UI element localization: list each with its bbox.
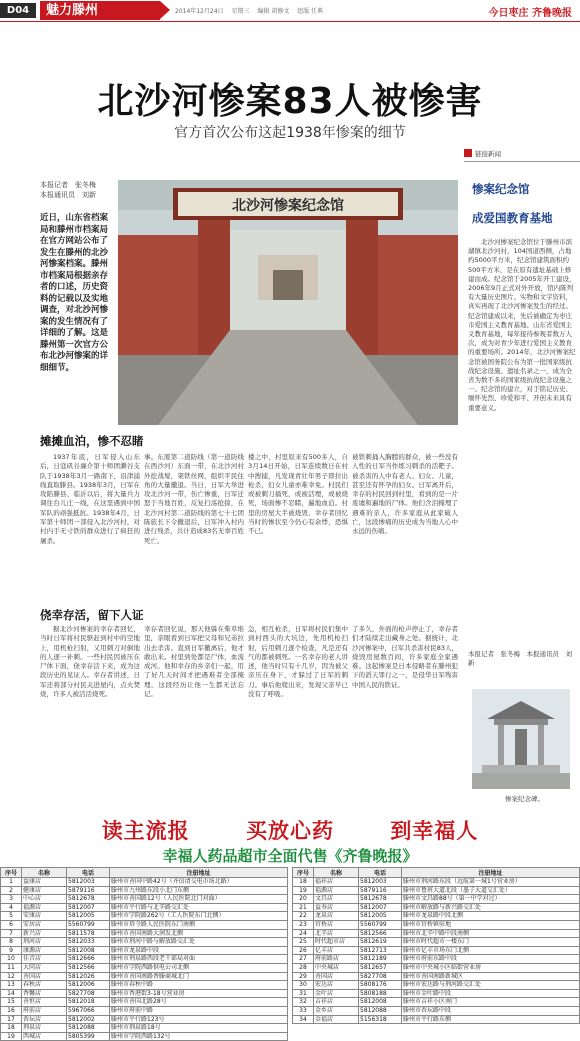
related-news-text: 链接新闻 — [475, 150, 501, 158]
store-row — [293, 1006, 580, 1015]
store-no: 20 — [293, 895, 314, 904]
store-no: 7 — [1, 929, 22, 938]
col-header-name: 名称 — [314, 868, 359, 878]
store-address: 滕州市平行路123号 — [110, 1015, 288, 1024]
store-phone: 5811578 — [67, 929, 110, 938]
store-no: 1 — [1, 878, 22, 887]
store-name: 大同店 — [22, 963, 67, 972]
store-row — [1, 886, 288, 895]
related-news-label — [464, 149, 580, 162]
store-no: 16 — [1, 1006, 22, 1015]
page-number: D04 — [0, 3, 36, 18]
page-header — [0, 0, 580, 22]
store-address: 滕州市学院路262号（工人医院东门北侧） — [110, 912, 288, 921]
store-name: 福源店 — [22, 903, 67, 912]
ad-slogan-3: 到幸福人 — [390, 819, 479, 843]
store-phone: 5812018 — [67, 998, 110, 1007]
store-no: 17 — [1, 1015, 22, 1024]
store-row — [293, 989, 580, 998]
store-row — [1, 1024, 288, 1033]
store-address: 滕州市学院西路132号 — [110, 1032, 288, 1041]
store-phone: 5812008 — [67, 946, 110, 955]
store-address: 滕州市春秋中路 — [110, 981, 288, 990]
store-name: 西城店 — [22, 1032, 67, 1041]
store-address: 滕州市北辛中路中段南侧 — [402, 929, 580, 938]
store-no: 18 — [293, 878, 314, 887]
store-row — [293, 895, 580, 904]
memorial-gate-photo — [118, 180, 458, 425]
store-no: 8 — [1, 938, 22, 947]
label-square — [464, 149, 472, 157]
store-row — [293, 886, 580, 895]
store-row — [1, 989, 288, 998]
store-phone: 5812007 — [359, 903, 402, 912]
store-address: 滕州市善国南路香滕商城北门 — [110, 972, 288, 981]
section2-col-1: 据北沙河惨案的幸存者回忆，当时日军将村民驱赶到村中的空地上，用机枪扫射，又用刺刀对倒地的人逐一补刺。一些村民因被压在尸体下面，侥幸存活下来，成为这段历史的见证人。幸存者讲述，日军还将部分村民关进屋内，点火焚烧，许多人被活活烧死。 — [40, 625, 140, 699]
store-row — [1, 972, 288, 981]
store-row — [293, 1015, 580, 1024]
ad-tagline: 幸福人药品超市全面代售《齐鲁晚报》 — [162, 847, 418, 865]
store-name: 益康店 — [22, 878, 67, 887]
store-address: 滕州市宏达路与荆河路交汇处 — [402, 981, 580, 990]
store-name: 中心店 — [22, 895, 67, 904]
store-name: 安居店 — [22, 920, 67, 929]
gate-sign: 北沙河惨案纪念馆 — [232, 198, 344, 214]
date: 2014年12月24日 — [175, 8, 224, 15]
store-address: 滕州市香港街3-18号营业房 — [110, 989, 288, 998]
store-name: 亿丰店 — [314, 946, 359, 955]
store-phone: 5812678 — [67, 895, 110, 904]
section2-col-2: 幸存者回忆说，那天他躲在柴草堆里，亲眼看到日军把父母和兄弟拉出去杀害。直到日军撤离后，他才敢出来。村里到处都是尸体，血流成河。他和幸存的乡亲们一起，用了好几天时间才把遇难者全部掩埋。这段经历让他一生都无法忘记。 — [144, 625, 244, 699]
store-row — [293, 938, 580, 947]
store-address: 滕州市解放路与新兴路交汇处 — [402, 903, 580, 912]
store-phone: 5827708 — [359, 972, 402, 981]
store-phone: 5560799 — [67, 920, 110, 929]
layout-credit: 组版 任典 — [297, 8, 324, 15]
store-address: 滕州市亿丰市场东门北侧 — [402, 946, 580, 955]
store-name: 龙泉店 — [314, 912, 359, 921]
store-row — [1, 912, 288, 921]
headline: 北沙河惨案83人被惨害 — [97, 81, 483, 122]
store-name: 福祥店 — [314, 878, 359, 887]
ad-slogan — [0, 815, 580, 845]
sidebar-credit: 本报记者 张冬梅 本报通讯员 刘新 — [468, 650, 572, 667]
store-name: 益寿店 — [314, 903, 359, 912]
store-row — [1, 878, 288, 887]
store-name: 福源店 — [314, 886, 359, 895]
store-row — [1, 895, 288, 904]
store-name: 宏达店 — [314, 981, 359, 990]
store-phone: 5812002 — [67, 1015, 110, 1024]
store-name: 金福店 — [314, 1015, 359, 1024]
store-phone: 5827708 — [67, 989, 110, 998]
section-title: 魅力滕州 — [40, 1, 160, 20]
store-name: 善国店 — [314, 972, 359, 981]
store-phone: 5812088 — [67, 1024, 110, 1033]
store-no: 9 — [1, 946, 22, 955]
store-no: 25 — [293, 938, 314, 947]
store-name: 杏坛店 — [22, 1015, 67, 1024]
store-phone: 5812657 — [359, 963, 402, 972]
store-no: 14 — [1, 989, 22, 998]
store-name: 善国店 — [22, 972, 67, 981]
store-row — [1, 938, 288, 947]
store-name: 佳音店 — [22, 955, 67, 964]
store-no: 6 — [1, 920, 22, 929]
store-name: 荆河店 — [22, 938, 67, 947]
store-name: 文昌店 — [314, 895, 359, 904]
store-row — [1, 920, 288, 929]
store-name: 金乡店 — [314, 1006, 359, 1015]
store-row — [293, 972, 580, 981]
store-phone: 5812003 — [359, 878, 402, 887]
store-no: 29 — [293, 972, 314, 981]
col-header-no: 序号 — [1, 868, 22, 878]
store-address: 滕州市善国北路28号 — [110, 998, 288, 1007]
store-row — [1, 1015, 288, 1024]
store-row — [1, 981, 288, 990]
store-no: 11 — [1, 963, 22, 972]
store-phone: 5808176 — [359, 981, 402, 990]
store-no: 31 — [293, 989, 314, 998]
col-header-phone: 电话 — [359, 868, 402, 878]
store-no: 26 — [293, 946, 314, 955]
store-name: 健康店 — [22, 886, 67, 895]
store-phone: 5812005 — [359, 912, 402, 921]
store-address: 滕州市善国南路新城区 — [402, 972, 580, 981]
store-no: 3 — [1, 895, 22, 904]
store-row — [1, 963, 288, 972]
section-arrow — [160, 1, 170, 19]
store-phone: 5812666 — [67, 955, 110, 964]
store-phone: 5812033 — [67, 938, 110, 947]
store-address: 滕州市龙泉路中段 — [110, 946, 288, 955]
store-phone: 5812566 — [359, 929, 402, 938]
store-address: 滕州市塔寺路人民医院东门南侧 — [110, 920, 288, 929]
store-no: 32 — [293, 998, 314, 1007]
store-row — [1, 1006, 288, 1015]
store-table-right — [292, 867, 580, 1024]
store-address: 滕州市府前东路中段 — [402, 955, 580, 964]
store-address: 滕州市金叶路中段 — [402, 989, 580, 998]
store-no: 22 — [293, 912, 314, 921]
store-row — [293, 955, 580, 964]
store-row — [293, 998, 580, 1007]
store-phone: 5156318 — [359, 1015, 402, 1024]
store-address: 滕州市善国中路42号（齐信清交电市场北路） — [110, 878, 288, 887]
store-no: 30 — [293, 981, 314, 990]
store-name: 府前路店 — [314, 955, 359, 964]
store-no: 15 — [1, 998, 22, 1007]
store-phone: 5812566 — [67, 963, 110, 972]
store-address: 滕州市鲁班大道北段（墨子大道交汇处） — [402, 886, 580, 895]
col-header-address: 注册地址 — [402, 868, 580, 878]
store-row — [293, 929, 580, 938]
section1-col-4: 被铁刺捅入胸膛的群众，被一些没有人性的日军当作练习刺杀的活靶子。被杀害的人中有老人、妇女、儿童，甚至还有怀孕的妇女。日军离开后，幸存的村民回到村里，看到的是一片废墟和遍地的尸体。他们含泪掩埋了遇难的亲人，许多家庭从此家破人亡，这段惨痛的历史成为当地人心中永远的伤痛。 — [352, 453, 458, 536]
monument-caption: 惨案纪念碑。 — [505, 795, 544, 803]
store-address: 滕州市善国路12号（人民医院北门对面） — [110, 895, 288, 904]
store-phone: 5812007 — [67, 903, 110, 912]
store-address: 滕州市荆泉路18号 — [110, 1024, 288, 1033]
section2-title: 侥幸存活，留下人证 — [40, 608, 144, 622]
store-phone: 5808188 — [359, 989, 402, 998]
store-name: 荆泉店 — [22, 1024, 67, 1033]
store-phone: 5967066 — [67, 1006, 110, 1015]
store-name: 康源店 — [22, 946, 67, 955]
store-no: 28 — [293, 963, 314, 972]
store-row — [1, 903, 288, 912]
store-name: 官桥店 — [314, 920, 359, 929]
store-phone: 5805399 — [67, 1032, 110, 1041]
store-row — [293, 912, 580, 921]
store-name: 吉祥店 — [314, 998, 359, 1007]
store-address: 滕州市荆河路东段（远航第一城1号营业房） — [402, 878, 580, 887]
store-row — [293, 903, 580, 912]
store-no: 19 — [1, 1032, 22, 1041]
section2-col-4: 了多久，外面的枪声停止了，幸存者们才陆续走出藏身之处。据统计，北沙河惨案中，日军共杀害村民83人，烧毁房屋数百间，许多家庭全家遇难。这起惨案是日本侵略者在滕州犯下的滔天罪行之一，是侵华日军残害中国人民的铁证。 — [352, 625, 458, 689]
store-no: 12 — [1, 972, 22, 981]
store-row — [293, 878, 580, 887]
ad-slogan-2: 买放心药 — [246, 819, 334, 843]
monument-photo — [472, 689, 570, 789]
store-name: 府前店 — [22, 1006, 67, 1015]
store-row — [1, 998, 288, 1007]
store-no: 27 — [293, 955, 314, 964]
store-address: 滕州市官桥镇驻地 — [402, 920, 580, 929]
section1-title: 摊摊血泊，惨不忍睹 — [40, 434, 144, 448]
store-address: 滕州市府前中路 — [110, 1006, 288, 1015]
store-address: 滕州市杏坛路中段 — [402, 1006, 580, 1015]
store-phone: 5879116 — [67, 886, 110, 895]
store-address: 滕州市学院西路供电公司北侧 — [110, 963, 288, 972]
store-row — [1, 946, 288, 955]
sidebar-text: 北沙河惨案纪念馆位于滕州市滨湖镇北沙河村，104国道西侧，占地约5000平方米，纪念馆建筑面积约500平方米，是在原有遗址基础上修建而成。纪念馆于2005年开工建设，2006年9月正式对外开放，馆内陈列有大量历史图片、实物和文字资料，真实再现了北沙河惨案发生的经过。纪念馆建成以来，先后被确定为枣庄市爱国主义教育基地、山东省爱国主义教育基地，每年接待参观者数万人次，成为对青少年进行爱国主义教育的重要场所。2014年，北沙河惨案纪念馆被国务院公布为第一批国家级抗战纪念设施、遗址名录之一，成为全省为数不多的国家级抗战纪念设施之一。纪念馆的建立，对于铭记历史、缅怀先烈、珍爱和平、开创未来具有重要意义。 — [468, 238, 576, 412]
sidebar-title-line-1: 惨案纪念馆 — [472, 182, 530, 196]
store-phone: 5812619 — [359, 938, 402, 947]
store-name: 时代超市店 — [314, 938, 359, 947]
store-no: 10 — [1, 955, 22, 964]
store-no: 21 — [293, 903, 314, 912]
store-phone: 5879116 — [359, 886, 402, 895]
store-row — [293, 920, 580, 929]
store-no: 19 — [293, 886, 314, 895]
store-no: 33 — [293, 1006, 314, 1015]
weekday: 星期三 — [231, 8, 250, 15]
section1-col-2: 事。东厦第二道防线（第一道防线在西沙河）东面一带，在北沙河村外挖战壕，架铁丝网，组织平民住角的大量撤退。当日，日军大举进攻北沙河一带，伤亡惨重，日军迁怒于当地百姓，反复扫荡抢掠，在北沙河村第二道防线的第七十七团陈旅长下令撤退后，日军冲入村内进行残杀，共计造成83名无辜百姓死亡。 — [144, 453, 244, 545]
col-header-address: 注册地址 — [110, 868, 288, 878]
store-name: 春秋店 — [22, 981, 67, 990]
store-no: 13 — [1, 981, 22, 990]
ad-slogan-1: 读主流报 — [101, 819, 190, 843]
store-row — [293, 963, 580, 972]
col-header-phone: 电话 — [67, 868, 110, 878]
store-name: 中央城店 — [314, 963, 359, 972]
header-rule — [0, 21, 580, 22]
store-address: 滕州市善国南路大润发北侧 — [110, 929, 288, 938]
col-header-no: 序号 — [293, 868, 314, 878]
store-no: 18 — [1, 1024, 22, 1033]
store-name: 香馨店 — [22, 989, 67, 998]
pharmacy-advertisement — [0, 807, 580, 1040]
store-row — [1, 1032, 288, 1041]
store-phone: 5812006 — [67, 981, 110, 990]
byline-correspondent: 本报通讯员 刘新 — [40, 191, 96, 199]
store-name: 新兴店 — [22, 929, 67, 938]
store-row — [1, 929, 288, 938]
store-table-left — [0, 867, 288, 1041]
store-address: 滕州市文昌路88号（第一中学对过） — [402, 895, 580, 904]
lede: 近日，山东省档案局和滕州市档案局在官方网站公布了发生在滕州的北沙河惨案档案。滕州市档案局根据亲存者的口述，历史资料的记载以及实地调查，对北沙河惨案的发生情况有了详细的了解。这是滕州第一次官方公布北沙河惨案的详细细节。 — [40, 213, 109, 373]
store-phone: 5812088 — [359, 1006, 402, 1015]
store-address: 滕州市荆泉路西段老干部局对面 — [110, 955, 288, 964]
store-phone: 5812026 — [67, 972, 110, 981]
byline-reporter: 本报记者 张冬梅 — [40, 181, 96, 189]
editor: 编辑 胡修文 — [257, 8, 290, 15]
sidebar-title-line-2: 成爱国教育基地 — [472, 211, 553, 225]
store-address: 滕州市平行路东侧 — [402, 1015, 580, 1024]
subheadline: 官方首次公布这起1938年惨案的细节 — [174, 125, 406, 141]
store-no: 34 — [293, 1015, 314, 1024]
store-phone: 5812005 — [67, 912, 110, 921]
store-no: 5 — [1, 912, 22, 921]
sidebar-title — [472, 175, 553, 233]
store-phone: 5812678 — [359, 895, 402, 904]
store-name: 善恒店 — [22, 998, 67, 1007]
store-name: 金叶店 — [314, 989, 359, 998]
col-header-name: 名称 — [22, 868, 67, 878]
store-address: 滕州市时代超市一楼东门 — [402, 938, 580, 947]
newspaper-name: 今日枣庄 齐鲁晚报 — [488, 8, 572, 19]
store-row — [293, 981, 580, 990]
store-phone: 5812003 — [67, 878, 110, 887]
store-address: 滕州市龙泉路中段北侧 — [402, 912, 580, 921]
store-address: 滕州市中央城小区临街营业房 — [402, 963, 580, 972]
store-phone: 5812713 — [359, 946, 402, 955]
section1-col-1: 1937年底，日军侵入山东后，日寇矶谷廉介第十师团濑谷支队于1938年3月一路南下，沿津浦线直取滕县。1938年3月，日军在攻陷滕县、临沂以后，将大量兵力调往台儿庄一线，在这里遇到中国军队的顽强抵抗。1938年4月，日军第十师团一部侵入北沙河村，对村内手无寸铁的群众进行了疯狂的屠杀。 — [40, 453, 140, 545]
store-address: 滕州市吉祥小区南门 — [402, 998, 580, 1007]
store-address: 滕州市九州路东段小北门东侧 — [110, 886, 288, 895]
section1-col-3: 楼之中，村里原来有500多人，自3月14日开始，日军连续数日在村中搜捕，凡发现青壮年男子即拉出枪杀，妇女儿童亦难幸免。村民们或被刺刀捅死，或被活埋，或被烧死，场面惨不忍睹，遍地血泊。村里的房屋大半被烧毁，幸存者回忆当时的惨状至今仍心有余悸，恐惧不已。 — [248, 453, 348, 536]
byline — [40, 180, 96, 200]
store-no: 24 — [293, 929, 314, 938]
store-phone: 5812008 — [359, 998, 402, 1007]
store-no: 2 — [1, 886, 22, 895]
store-row — [1, 955, 288, 964]
header-meta — [175, 6, 329, 15]
store-name: 北辛店 — [314, 929, 359, 938]
store-no: 4 — [1, 903, 22, 912]
store-no: 23 — [293, 920, 314, 929]
store-phone: 5812189 — [359, 955, 402, 964]
store-phone: 5560799 — [359, 920, 402, 929]
store-address: 滕州市平行路与北辛路交汇处 — [110, 903, 288, 912]
section2-col-3: 急，相互枪杀，日军将村民们集中到村西头的大坑边，先用机枪扫射，后用刺刀逐个检查，凡是还有气的都被刺死。一名幸存的老人讲述，他当时只有十几岁，因为被父亲压在身下，才躲过了日军的刺刀。事后他爬出来，发现父亲早已没有了呼吸。 — [248, 625, 348, 699]
store-name: 安康店 — [22, 912, 67, 921]
store-row — [293, 946, 580, 955]
store-address: 滕州市荆河中路与解放路交汇处 — [110, 938, 288, 947]
